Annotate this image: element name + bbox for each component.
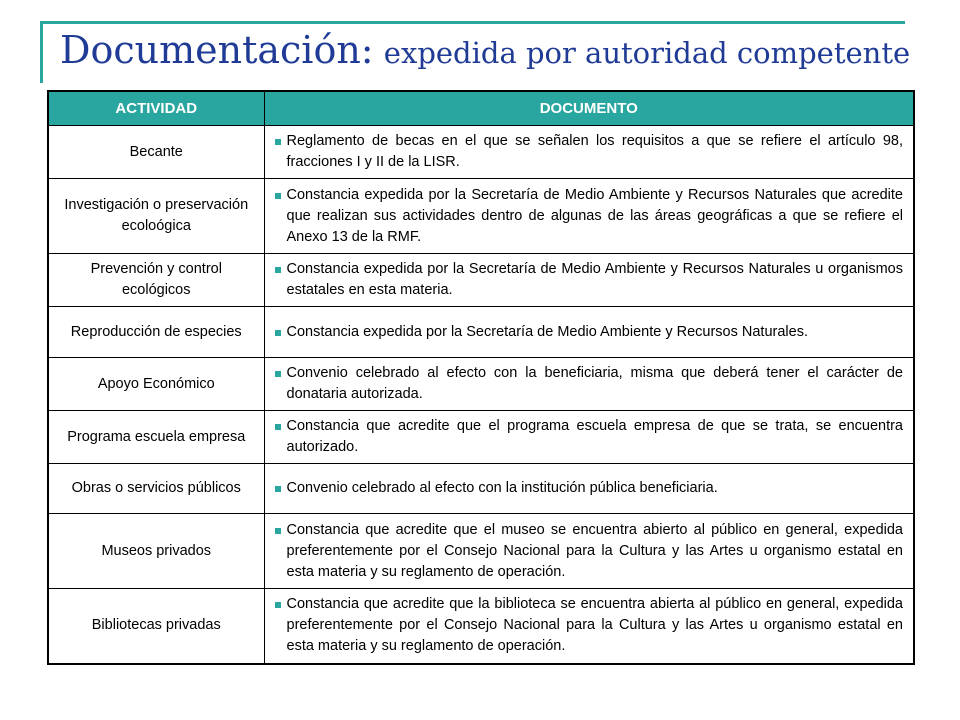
square-bullet-icon (275, 139, 281, 145)
documento-cell (264, 464, 914, 514)
title-subtitle: expedida por autoridad competente (383, 36, 911, 70)
page-title (60, 28, 910, 72)
table-row (48, 411, 914, 464)
documento-cell (264, 179, 914, 254)
table-row (48, 464, 914, 514)
header-actividad: ACTIVIDAD (48, 91, 264, 126)
documento-cell (264, 307, 914, 358)
documento-text: Constancia que acredite que la biblioteca se encuentra abierta al público en general, expedida preferentemente por el Consejo Nacional para la Cultura y las Artes u organismo estatal en esta materia y su reglamento de operación. (286, 596, 903, 655)
documento-cell (264, 514, 914, 589)
square-bullet-icon (275, 528, 281, 534)
table-row (48, 254, 914, 307)
documento-cell (264, 411, 914, 464)
documento-text: Convenio celebrado al efecto con la beneficiaria, misma que deberá tener el carácter de donataria autorizada. (286, 365, 903, 402)
documento-text: Constancia que acredite que el programa escuela empresa de que se trata, se encuentra autorizado. (286, 418, 903, 455)
table-row (48, 126, 914, 179)
square-bullet-icon (275, 371, 281, 377)
table-header-row (48, 91, 914, 126)
documento-text: Reglamento de becas en el que se señalen los requisitos a que se refiere el artículo 98, fracciones I y II de la LISR. (286, 133, 903, 170)
actividad-cell: Bibliotecas privadas (48, 589, 264, 664)
table-row (48, 589, 914, 664)
documento-text: Constancia expedida por la Secretaría de Medio Ambiente y Recursos Naturales u organismos estatales en esta materia. (286, 261, 903, 298)
documento-cell (264, 254, 914, 307)
actividad-cell: Investigación o preservación ecoloógica (48, 179, 264, 254)
table-row (48, 514, 914, 589)
documento-cell (264, 126, 914, 179)
top-rule (40, 21, 905, 24)
documento-text: Constancia que acredite que el museo se encuentra abierto al público en general, expedida preferentemente por el Consejo Nacional para la Cultura y las Artes u organismo estatal en esta materia y su reglamento de operación. (286, 521, 903, 580)
actividad-cell: Obras o servicios públicos (48, 464, 264, 514)
square-bullet-icon (275, 424, 281, 430)
square-bullet-icon (275, 267, 281, 273)
header-documento: DOCUMENTO (264, 91, 914, 126)
documentation-table (47, 90, 915, 665)
square-bullet-icon (275, 486, 281, 492)
documento-text: Convenio celebrado al efecto con la institución pública beneficiaria. (286, 480, 718, 496)
table-row (48, 179, 914, 254)
square-bullet-icon (275, 193, 281, 199)
actividad-cell: Becante (48, 126, 264, 179)
left-rule (40, 21, 43, 83)
actividad-cell: Reproducción de especies (48, 307, 264, 358)
documento-text: Constancia expedida por la Secretaría de Medio Ambiente y Recursos Naturales que acredite que realizan sus actividades dentro de algunas de las áreas geográficas a que se refiere el Anexo 13 de la RMF. (286, 186, 903, 245)
square-bullet-icon (275, 330, 281, 336)
actividad-cell: Prevención y control ecológicos (48, 254, 264, 307)
table-row (48, 307, 914, 358)
table-row (48, 358, 914, 411)
actividad-cell: Apoyo Económico (48, 358, 264, 411)
documento-cell (264, 589, 914, 664)
documento-cell (264, 358, 914, 411)
actividad-cell: Programa escuela empresa (48, 411, 264, 464)
documento-text: Constancia expedida por la Secretaría de Medio Ambiente y Recursos Naturales. (286, 323, 808, 340)
actividad-cell: Museos privados (48, 514, 264, 589)
square-bullet-icon (275, 602, 281, 608)
title-main: Documentación: (60, 28, 374, 72)
